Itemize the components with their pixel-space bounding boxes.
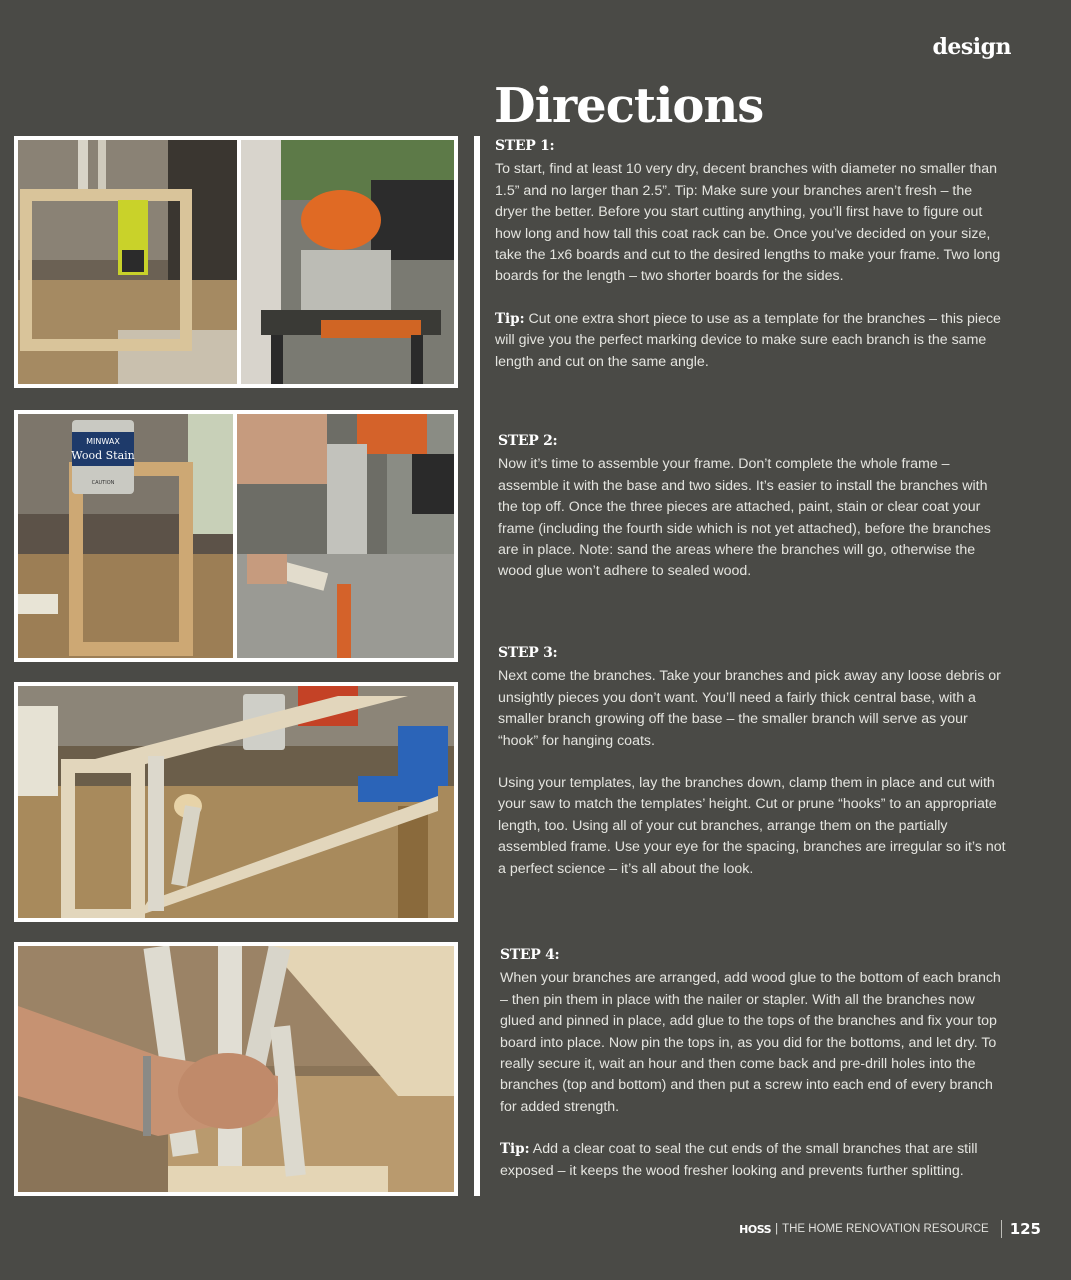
step-2-paragraph-1: [498, 454, 1010, 582]
photo-cutting-branch: [237, 414, 454, 658]
section-tag: design: [932, 34, 1011, 60]
step-1-tip-text: Cut one extra short piece to use as a template for the branches – this piece will give you the perfect marking device to make sure each branch is the same length and cut on the same angle.: [495, 310, 1001, 370]
photo-frame-on-bench: [18, 140, 237, 384]
page-number: 125: [1001, 1220, 1041, 1238]
photo-step-1: [14, 136, 458, 388]
photo-gluing-branches: [18, 946, 454, 1192]
footer-separator: |: [775, 1223, 779, 1235]
step-4-paragraph-1-text: When your branches are arranged, add wood glue to the bottom of each branch – then pin them in place with the nailer or stapler. With all the branches now glued and pinned in place, add glue to the tops of the branches and fix your top board into place. Now pin the tops in, as you did for the bottoms, and let dry. To really secure it, wait an hour and then come back and pre-drill holes into the branches (top and bottom) and then put a screw into each end of every branch for added strength.: [500, 970, 1001, 1115]
step-3-heading: STEP 3:: [498, 645, 558, 661]
step-4-heading: STEP 4:: [500, 947, 560, 963]
footer-tagline: THE HOME RENOVATION RESOURCE: [782, 1223, 989, 1235]
can-brand-text: MINWAX: [86, 437, 120, 446]
step-4: [500, 945, 1012, 1203]
page-title: Directions: [494, 78, 764, 134]
step-1: [495, 136, 1007, 394]
step-1-tip-label: Tip:: [495, 310, 525, 327]
photo-stained-frame: [18, 414, 233, 658]
can-caution-text: CAUTION: [91, 480, 115, 486]
photo-step-3: [14, 682, 458, 922]
step-1-heading: STEP 1:: [495, 138, 555, 154]
step-2-heading: STEP 2:: [498, 433, 558, 449]
step-4-tip-text: Add a clear coat to seal the cut ends of the small branches that are still exposed – it keeps the wood fresher looking and prevents further splitting.: [500, 1141, 978, 1179]
step-4-tip: [500, 1139, 1012, 1182]
page-footer: [739, 1220, 1041, 1238]
step-1-paragraph-1-text: To start, find at least 10 very dry, decent branches with diameter no smaller than 1.5” and no larger than 2.5”. Tip: Make sure your branches aren’t fresh – the dryer the better. Before you start cutting anything, you’ll first have to figure out how long and how tall this coat rack can be. Once you’ve decided on your size, take the 1x6 boards and cut to the desired lengths to make your frame. Two long boards for the length – two shorter boards for the sides.: [495, 161, 1001, 285]
step-3: [498, 643, 1010, 901]
column-divider: [474, 136, 480, 1196]
step-3-paragraph-2-text: Using your templates, lay the branches down, clamp them in place and cut with your saw to match the templates’ height. Cut or prune “hooks” to an appropriate length, too. Using all of your cut branches, arrange them on the partially assembled frame. Use your eye for the spacing, branches are irregular so it’s not a perfect science – it’s all about the look.: [498, 775, 1006, 877]
step-3-paragraph-2: [498, 773, 1010, 880]
step-3-paragraph-1: [498, 666, 1010, 752]
step-2: [498, 431, 1010, 604]
can-label-text: Wood Stain: [71, 449, 135, 462]
photo-step-4: [14, 942, 458, 1196]
photo-frame-with-branch: [18, 686, 454, 918]
footer-brand: HOSS: [739, 1222, 772, 1236]
photo-miter-saw: [241, 140, 454, 384]
step-1-paragraph-1: [495, 159, 1007, 287]
step-4-tip-label: Tip:: [500, 1141, 530, 1158]
photo-step-2: [14, 410, 458, 662]
step-3-paragraph-1-text: Next come the branches. Take your branches and pick away any loose debris or unsightly pieces you don’t want. You’ll need a fairly thick central base, with a smaller branch growing off the base – the smaller branch will serve as your “hook” for hanging coats.: [498, 668, 1001, 749]
step-2-paragraph-1-text: Now it’s time to assemble your frame. Don’t complete the whole frame – assemble it with the base and two sides. It’s easier to install the branches with the top off. Once the three pieces are attached, paint, stain or clear coat your frame (including the fourth side which is not yet attached), before the branches are in place. Note: sand the areas where the branches will go, otherwise the wood glue won’t adhere to sealed wood.: [498, 456, 991, 580]
step-1-tip: [495, 309, 1007, 373]
step-4-paragraph-1: [500, 968, 1012, 1118]
